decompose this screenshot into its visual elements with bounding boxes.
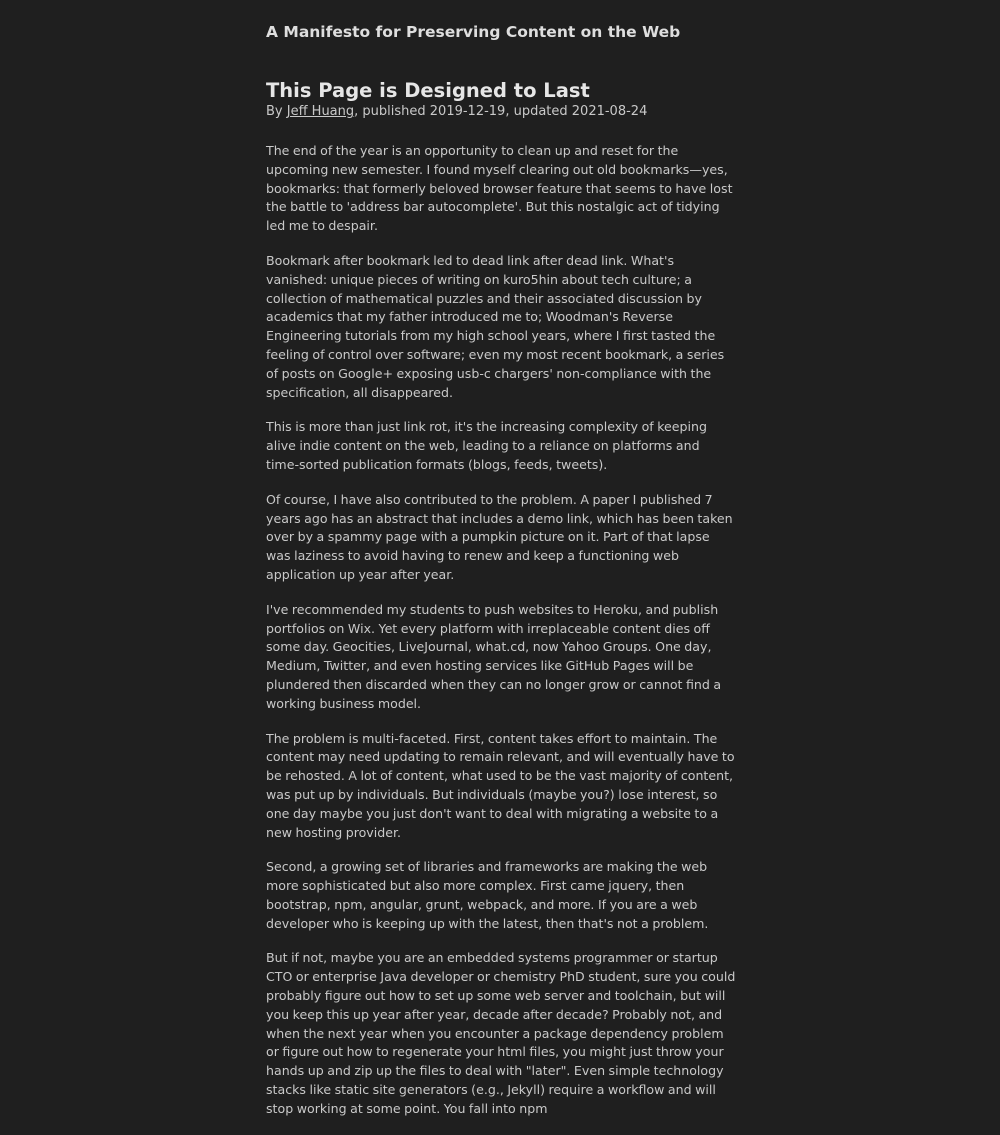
paragraph: The end of the year is an opportunity to clean up and reset for the upcoming new semester. I found myself clearing out old bookmarks—yes, bookmarks: that formerly beloved browser feature that seems to have lost the battle to 'address bar autocomplete'. But this nostalgic act of tidying led me to despair. [266,143,733,234]
site-title: A Manifesto for Preserving Content on the Web [266,23,681,41]
paragraph: Bookmark after bookmark led to dead link after dead link. What's vanished: unique pieces of writing on kuro5hin about tech culture; a collection of mathematical puzzles and their associated discussion by academics that my father introduced me to; Woodman's Reverse Engineering tutorials from my high school years, where I first tasted the feeling of control over software; even my most recent bookmark, a series of posts on Google+ exposing usb-c chargers' non-compliance with the specification, all disappeared. [266,252,725,400]
paragraph: I've recommended my students to push websites to Heroku, and publish portfolios on Wix. Yet every platform with irreplaceable content dies off some day. Geocities, LiveJournal, what.cd, now Yahoo Groups. One day, Medium, Twitter, and even hosting services like GitHub Pages will be plundered then discarded when they can no longer grow or cannot find a working business model. [266,601,722,711]
article [266,79,736,1135]
byline [266,103,736,121]
paragraph: This is more than just link rot, it's the increasing complexity of keeping alive indie content on the web, leading to a reliance on platforms and time-sorted publication formats (blogs, feeds, tweets). [266,419,708,472]
paragraph: Of course, I have also contributed to the problem. A paper I published 7 years ago has an abstract that includes a demo link, which has been taken over by a spammy page with a pumpkin picture on it. Part of that lapse was laziness to avoid having to renew and keep a functioning web application up year after year. [266,491,733,582]
paragraph: But if not, maybe you are an embedded systems programmer or startup CTO or enterprise Java developer or chemistry PhD student, sure you could probably figure out how to set up some web server and toolchain, but will you keep this up year after year, decade after decade? Probably not, and when the next year when you encounter a package dependency problem or figure out how to regenerate your html files, you might just throw your hands up and zip up the files to deal with "later". Even simple technology stacks like static site generators (e.g., Jekyll) require a workflow and will stop working at some point. You fall into npm [266,950,736,1116]
author-link[interactable]: Jeff Huang [286,104,355,119]
article-body [266,142,736,1119]
paragraph: Second, a growing set of libraries and frameworks are making the web more sophisticated but also more complex. First came jquery, then bootstrap, npm, angular, grunt, webpack, and more. If you are a web developer who is keeping up with the latest, then that's not a problem. [266,859,709,931]
byline-dates: , published 2019-12-19, updated 2021-08-24 [354,104,648,119]
byline-prefix: By [266,104,287,119]
paragraph: The problem is multi-faceted. First, content takes effort to maintain. The content may need updating to remain relevant, and will eventually have to be rehosted. A lot of content, what used to be the vast majority of content, was put up by individuals. But individuals (maybe you?) lose interest, so one day maybe you just don't want to deal with migrating a website to a new hosting provider. [266,730,735,840]
article-title: This Page is Designed to Last [266,79,590,102]
